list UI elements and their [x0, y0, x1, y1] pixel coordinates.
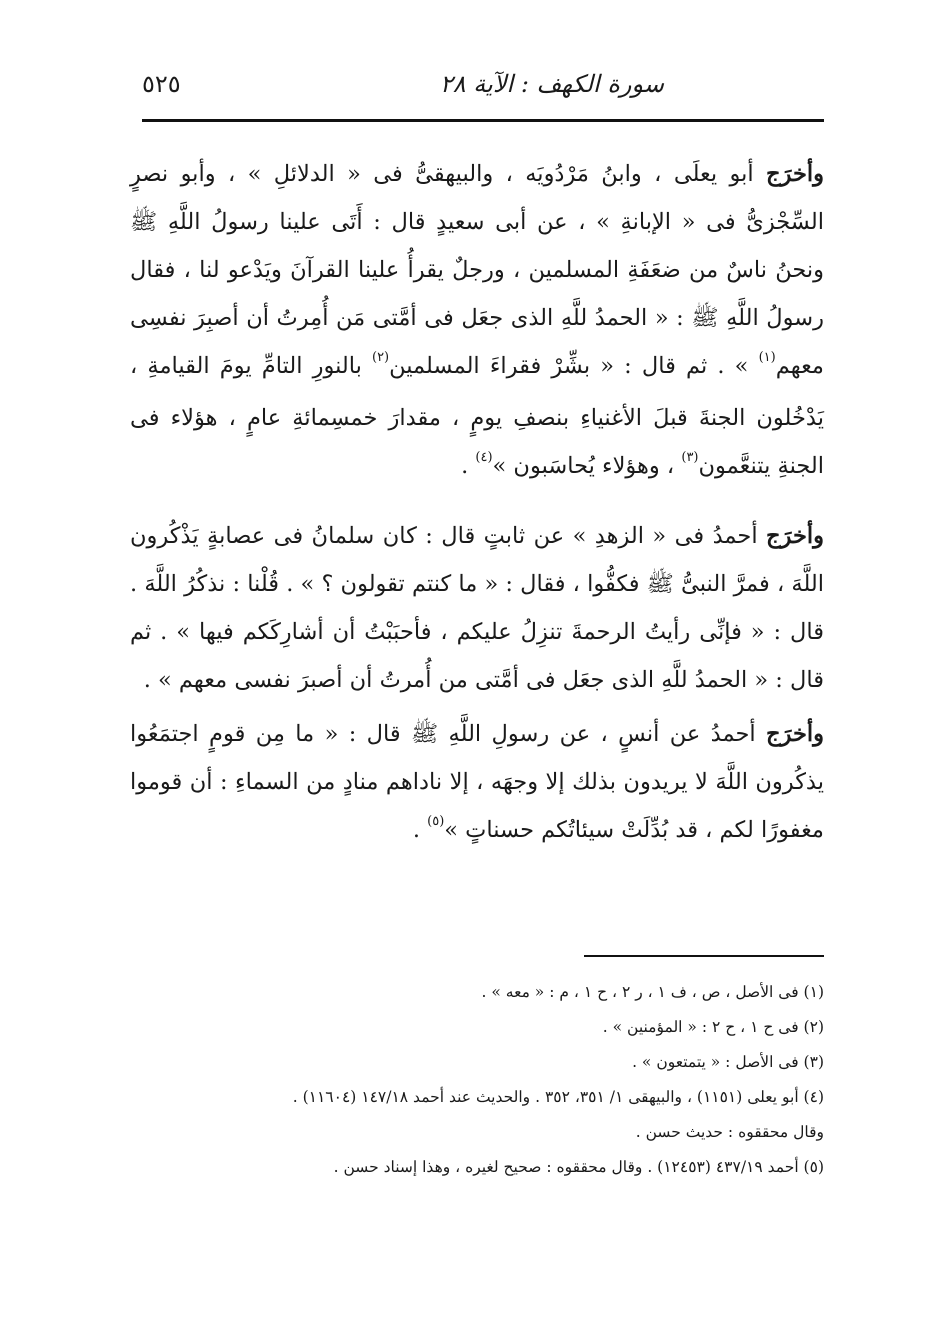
header-rule	[142, 119, 824, 122]
footnote-2: (٢) فى ح ١ ، ح ٢ : « المؤمنين » .	[602, 1018, 824, 1036]
footnotes	[130, 975, 824, 1185]
paragraph-3	[130, 710, 824, 858]
paragraph-lead: وأخرَج	[766, 721, 824, 747]
footnote-ref: (٥)	[427, 814, 445, 829]
paragraph-text: أحمدُ فى « الزهدِ » عن ثابتٍ قال : كان سلمانُ فى عصابةٍ يَذْكُرون اللَّهَ ، فمرَّ النبىُّ ﷺ فكفُّوا ، فقال : « ما كنتم تقولون ؟ » . قُلْنا : نذكُرُ اللَّهَ . قال : « فإنِّى رأيتُ الرحمةَ تنزِلُ عليكم ، فأحبَبْتُ أن أشارِكَكم فيها » . ثم قال : « الحمدُ للَّهِ الذى جعَل فى أمَّتى من أُمرتُ أن أصبرَ نفسى معهم » .	[130, 523, 824, 693]
paragraph-1	[130, 150, 824, 494]
paragraph-lead: وأخرَج	[766, 523, 824, 549]
page-header	[142, 66, 824, 110]
footnote-rule	[584, 955, 824, 957]
running-title: سورة الكهف : الآية ٢٨	[439, 70, 664, 98]
footnote-ref: (٤)	[475, 450, 493, 465]
paragraph-text: .	[461, 453, 476, 479]
footnote-ref: (٢)	[371, 350, 390, 365]
paragraph-text: بالنورِ التامِّ يومَ القيامةِ ، يَدْخُلون الجنةَ قبلَ الأغنياءِ بنصفِ يومٍ ، مقدارَ خمسِمائةِ عامٍ ، هؤلاء فى الجنةِ يتنعَّمون	[130, 353, 824, 479]
paragraph-lead: وأخرَج	[766, 161, 824, 187]
footnote-ref: (٣)	[681, 450, 699, 465]
footnote-4-continued: وقال محققوه : حديث حسن .	[635, 1123, 824, 1141]
page-number: ٥٢٥	[142, 70, 181, 98]
paragraph-2	[130, 512, 824, 704]
footnote-3: (٣) فى الأصل : « يتمتعون » .	[632, 1053, 824, 1071]
footnote-4: (٤) أبو يعلى (١١٥١) ، والبيهقى ١/ ٣٥١، ٣٥٢ . والحديث عند أحمد ١٤٧/١٨ (١١٦٠٤) .	[292, 1088, 824, 1106]
paragraph-text: أحمدُ عن أنسٍ ، عن رسولِ اللَّهِ ﷺ قال : « ما مِن قومٍ اجتمَعُوا يذكُرون اللَّهَ لا يريدون بذلك إلا وجهَه ، إلا ناداهم منادٍ من السماءِ : أن قوموا مغفورًا لكم ، قد بُدِّلَتْ سيئاتُكم حسناتٍ »	[130, 721, 824, 843]
footnote-ref: (١)	[758, 350, 776, 365]
footnote-1: (١) فى الأصل ، ص ، ف ١ ، ر ٢ ، ح ١ ، م : « معه » .	[481, 983, 824, 1001]
footnote-5: (٥) أحمد ٤٣٧/١٩ (١٢٤٥٣) . وقال محققوه : صحيح لغيره ، وهذا إسناد حسن .	[333, 1158, 824, 1176]
main-text	[130, 150, 824, 876]
paragraph-text: أبو يعلَى ، وابنُ مَرْدُويَه ، والبيهقىُّ فى « الدلائلِ » ، وأبو نصرٍ السِّجْزىُّ فى « الإبانةِ » ، عن أبى سعيدٍ قال : أَتَى علينا رسولُ اللَّهِ ﷺ ونحنُ ناسٌ من ضعَفَةِ المسلمين ، ورجلٌ يقرأُ علينا القرآنَ ويَدْعو لنا ، فقال رسولُ اللَّهِ ﷺ : « الحمدُ للَّهِ الذى جعَل فى أمَّتى مَن أُمِرتُ أن أصبِرَ نفسِى معهم	[130, 161, 824, 379]
paragraph-text: .	[412, 817, 428, 843]
paragraph-text: ، وهؤلاء يُحاسَبون »	[492, 453, 682, 479]
paragraph-text: » . ثم قال : « بشِّرْ فقراءَ المسلمين	[389, 353, 759, 379]
